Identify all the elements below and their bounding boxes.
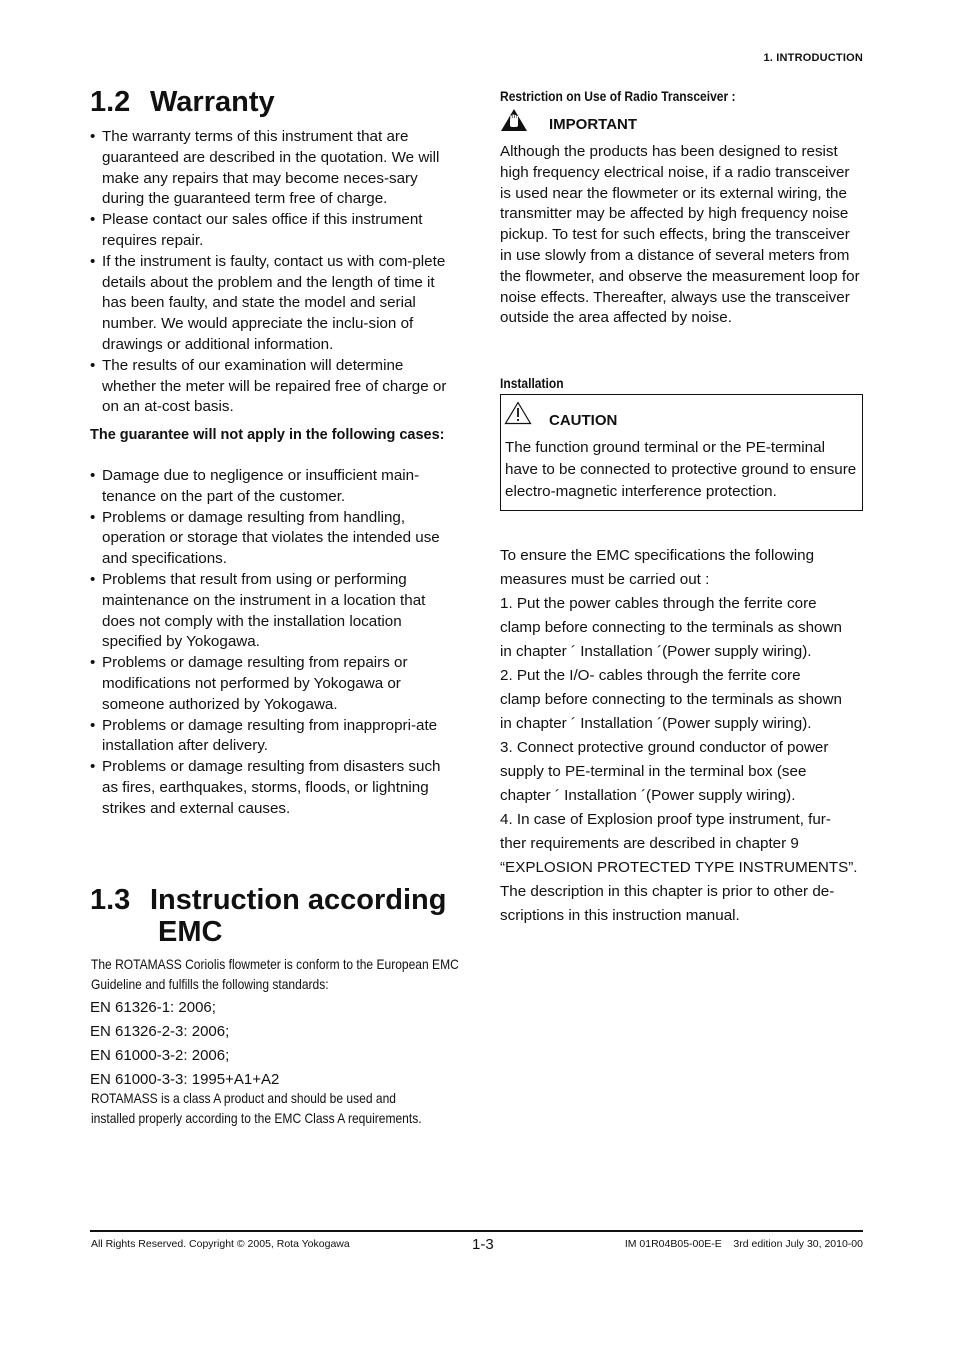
list-item: • The results of our examination will determine whether the meter will be repaired free of charge or on an at-cost basis. [90, 356, 458, 418]
class-a-note: ROTAMASS is a class A product and should be used and installed properly according to the EMC Class A requirements. [91, 1090, 422, 1126]
emc-heading [90, 884, 470, 948]
caution-label: CAUTION [549, 412, 618, 429]
list-item: • Problems or damage resulting from disasters such as fires, earthquakes, storms, floods, or lightning strikes and external causes. [90, 757, 458, 819]
warning-triangle-icon [504, 401, 532, 425]
caution-box [500, 394, 863, 511]
important-label: IMPORTANT [549, 116, 638, 133]
text-line: chapter ´ Installation ´(Power supply wiring). [500, 787, 796, 804]
list-item: • The warranty terms of this instrument that are guaranteed are described in the quotation. We will make any repairs that may become neces-sary during the guaranteed term free of charge. [90, 127, 458, 210]
radio-paragraph: Although the products has been designed to resist high frequency electrical noise, if a radio transceiver is used near the flowmeter or its external wiring, the transmitter may be affected by high frequency noise pickup. To test for such effects, bring the transceiver in use slowly from a distance of several meters from the flowmeter, and observe the measurement loop for noise effects. Thereafter, always use the transceiver outside the area affected by noise. [500, 143, 860, 327]
text-line: ther requirements are described in chapter 9 [500, 835, 799, 852]
standard-item: EN 61326-1: 2006; [90, 999, 216, 1016]
text-line: clamp before connecting to the terminals as shown [500, 691, 842, 708]
text-line: To ensure the EMC specifications the following [500, 547, 815, 564]
standard-item: EN 61326-2-3: 2006; [90, 1023, 230, 1040]
text-line: 3. Connect protective ground conductor of power [500, 739, 829, 756]
text-line: in chapter ´ Installation ´(Power supply wiring). [500, 715, 812, 732]
list-item: • Please contact our sales office if this instrument requires repair. [90, 210, 458, 252]
caution-text: The function ground terminal or the PE-terminal have to be connected to protective ground to ensure electro-magnetic interference protection. [505, 439, 857, 500]
important-hand-icon [500, 108, 528, 132]
standard-item: EN 61000-3-3: 1995+A1+A2 [90, 1071, 280, 1088]
text-line: clamp before connecting to the terminals as shown [500, 619, 842, 636]
warranty-terms-list [90, 127, 458, 418]
emc-measures [500, 544, 870, 928]
list-item: • Problems that result from using or performing maintenance on the instrument in a location that does not comply with the installation location specified by Yokogawa. [90, 570, 458, 653]
running-header: 1. INTRODUCTION [763, 52, 863, 64]
list-item: • If the instrument is faulty, contact us with com-plete details about the problem and the length of time it has been faulty, and state the model and serial number. We would appreciate the inclu-sion of drawings or additional information. [90, 252, 458, 356]
text-line: 2. Put the I/O- cables through the ferrite core [500, 667, 801, 684]
text-line: in chapter ´ Installation ´(Power supply wiring). [500, 643, 812, 660]
section-title-line1: Instruction according [150, 884, 447, 916]
footer-doc-id: IM 01R04B05-00E-E 3rd edition July 30, 2010-00 [624, 1238, 863, 1250]
text-line: The description in this chapter is prior to other de- [500, 883, 835, 900]
radio-heading: Restriction on Use of Radio Transceiver : [500, 88, 736, 104]
section-title-line2: EMC [158, 916, 223, 948]
list-item: • Damage due to negligence or insufficient main-tenance on the part of the customer. [90, 466, 458, 508]
text-line: “EXPLOSION PROTECTED TYPE INSTRUMENTS”. [500, 859, 858, 876]
text-line: supply to PE-terminal in the terminal box (see [500, 763, 807, 780]
footer-copyright: All Rights Reserved. Copyright © 2005, Rota Yokogawa [91, 1238, 350, 1250]
page-number: 1-3 [472, 1236, 494, 1253]
section-number: 1.3 [90, 884, 131, 916]
text-line: 1. Put the power cables through the ferrite core [500, 595, 817, 612]
exclusions-list [90, 466, 458, 820]
footer-rule [90, 1230, 863, 1232]
section-title: Warranty [150, 86, 275, 118]
text-line: 4. In case of Explosion proof type instrument, fur- [500, 811, 831, 828]
standards-list [90, 996, 458, 1092]
warranty-heading [90, 86, 458, 118]
standard-item: EN 61000-3-2: 2006; [90, 1047, 230, 1064]
text-line: scriptions in this instruction manual. [500, 907, 740, 924]
text-line: measures must be carried out : [500, 571, 710, 588]
list-item: • Problems or damage resulting from handling, operation or storage that violates the intended use and specifications. [90, 508, 458, 570]
exclusions-heading: The guarantee will not apply in the following cases: [90, 427, 445, 443]
list-item: • Problems or damage resulting from repairs or modifications not performed by Yokogawa or someone authorized by Yokogawa. [90, 653, 458, 715]
list-item: • Problems or damage resulting from inappropri-ate installation after delivery. [90, 716, 458, 758]
emc-intro: The ROTAMASS Coriolis flowmeter is conform to the European EMC Guideline and fulfills the following standards: [91, 956, 459, 992]
installation-heading: Installation [500, 375, 564, 391]
section-number: 1.2 [90, 86, 131, 118]
